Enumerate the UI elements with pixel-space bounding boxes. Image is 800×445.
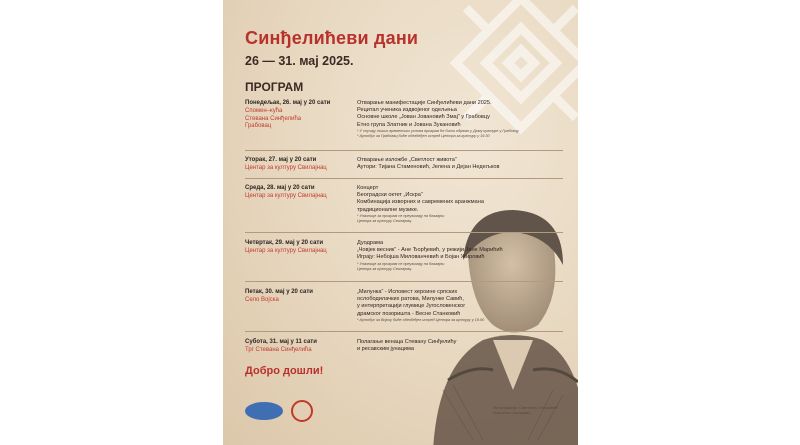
event-location: Трг Стевана Синђелића (245, 346, 312, 353)
event-detail-line: традиционалне музике. (357, 206, 419, 213)
event-detail-line: Београдски октет „Искра“ (357, 192, 423, 199)
event-row (245, 157, 563, 179)
event-details (357, 100, 562, 139)
event-note: * Улазнице за програм се преузимају на благајни (357, 213, 445, 218)
event-detail-line: Етно група Златник и Јована Зукановић (357, 121, 461, 128)
event-detail-line: драмског позоришта - Весне Станковић (357, 310, 461, 317)
welcome-text: Добро дошли! (245, 365, 324, 377)
event-detail-line: Отварање изложбе „Светлост живота“ (357, 157, 457, 163)
event-detail-line: Дуодрама (357, 240, 384, 246)
program-heading: ПРОГРАМ (245, 80, 304, 94)
event-detail-line: Полагање венаца Стевану Синђелићу (357, 339, 457, 345)
event-when-where (245, 157, 355, 173)
event-detail-line: Аутори: Тијана Стаменовић, Јелена и Дејан Недељков (357, 164, 500, 171)
event-location: Центар за културу Свилајнац (245, 164, 327, 171)
event-row (245, 339, 563, 359)
festival-dates: 26 — 31. мај 2025. (245, 54, 354, 68)
event-row (245, 185, 563, 233)
event-row (245, 240, 563, 282)
event-day: Уторак, 27. мај у 20 сати (245, 157, 317, 163)
sponsor-logo (245, 402, 283, 420)
event-day: Петак, 30. мај у 20 сати (245, 289, 313, 295)
credit-line: Фотографија: Светлана Станковић (493, 405, 558, 410)
event-detail-line: „Човјек весник“ - Ане Ђорђевић, у режији Јане Марићић (357, 247, 503, 254)
event-details (357, 240, 562, 272)
festival-poster (223, 0, 578, 445)
credit-line: Општина Свилајнац (493, 410, 531, 415)
event-when-where (245, 185, 355, 201)
event-location: Спомен–кућа (245, 107, 283, 114)
event-detail-line: ослободилачких ратова, Милунке Савић, (357, 296, 464, 303)
event-when-where (245, 100, 355, 131)
event-when-where (245, 289, 355, 305)
event-details (357, 157, 562, 171)
event-note: * Улазнице за програм се преузимају на благајни (357, 261, 445, 266)
event-row (245, 289, 563, 332)
event-detail-line: и ресавским јунацима (357, 346, 415, 353)
event-detail-line: Рецитал ученика издвојеног одељења (357, 107, 457, 114)
event-location: Грабовац (245, 123, 272, 130)
event-details (357, 185, 562, 224)
event-detail-line: „Милунка“ - Исповест хероине српских (357, 289, 458, 295)
event-note: * У случају лоших временских услова програм ће бити одржан у Дому културе у Грабовцу (357, 128, 519, 133)
event-note: Центра за културу Свилајнац. (357, 266, 413, 271)
event-details (357, 289, 562, 323)
event-detail-line: Играју: Небојша Милованчевић и Бојан Жировић (357, 254, 485, 261)
event-note: * Аутобус за Војску биће обезбеђен испред Центра за културу у 19.00 (357, 317, 485, 322)
event-note: Центра за културу Свилајнац. (357, 218, 413, 223)
event-location: Центар за културу Свилајнац (245, 247, 327, 254)
event-details (357, 339, 562, 353)
event-when-where (245, 240, 355, 256)
poster-title: Синђелићеви дани (245, 28, 419, 48)
event-detail-line: Концерт (357, 185, 379, 191)
sponsor-logo-circle (291, 400, 313, 422)
event-row (245, 100, 563, 151)
event-note: * Аутобус за Грабовац биће обезбеђен испред Центра за културу у 19.30 (357, 133, 490, 138)
event-location: Центар за културу Свилајнац (245, 192, 327, 199)
event-detail-line: Основне школе „Јован Јовановић Змај“ у Грабовцу (357, 114, 490, 121)
event-day: Среда, 28. мај у 20 сати (245, 185, 315, 191)
event-location: Село Војска (245, 296, 279, 303)
event-day: Субота, 31. мај у 11 сати (245, 339, 317, 345)
event-detail-line: Комбинација изворних и савремених аранжмана (357, 199, 484, 206)
event-location: Стевана Синђелића (245, 115, 302, 122)
event-day: Четвртак, 29. мај у 20 сати (245, 240, 324, 246)
event-day: Понедељак, 26. мај у 20 сати (245, 100, 331, 106)
event-detail-line: Отварање манифестације Синђелићеви дани 2025. (357, 100, 492, 106)
event-detail-line: у интерпретацији глумице Југословенског (357, 303, 466, 310)
event-when-where (245, 339, 355, 355)
photo-credit (493, 405, 573, 415)
